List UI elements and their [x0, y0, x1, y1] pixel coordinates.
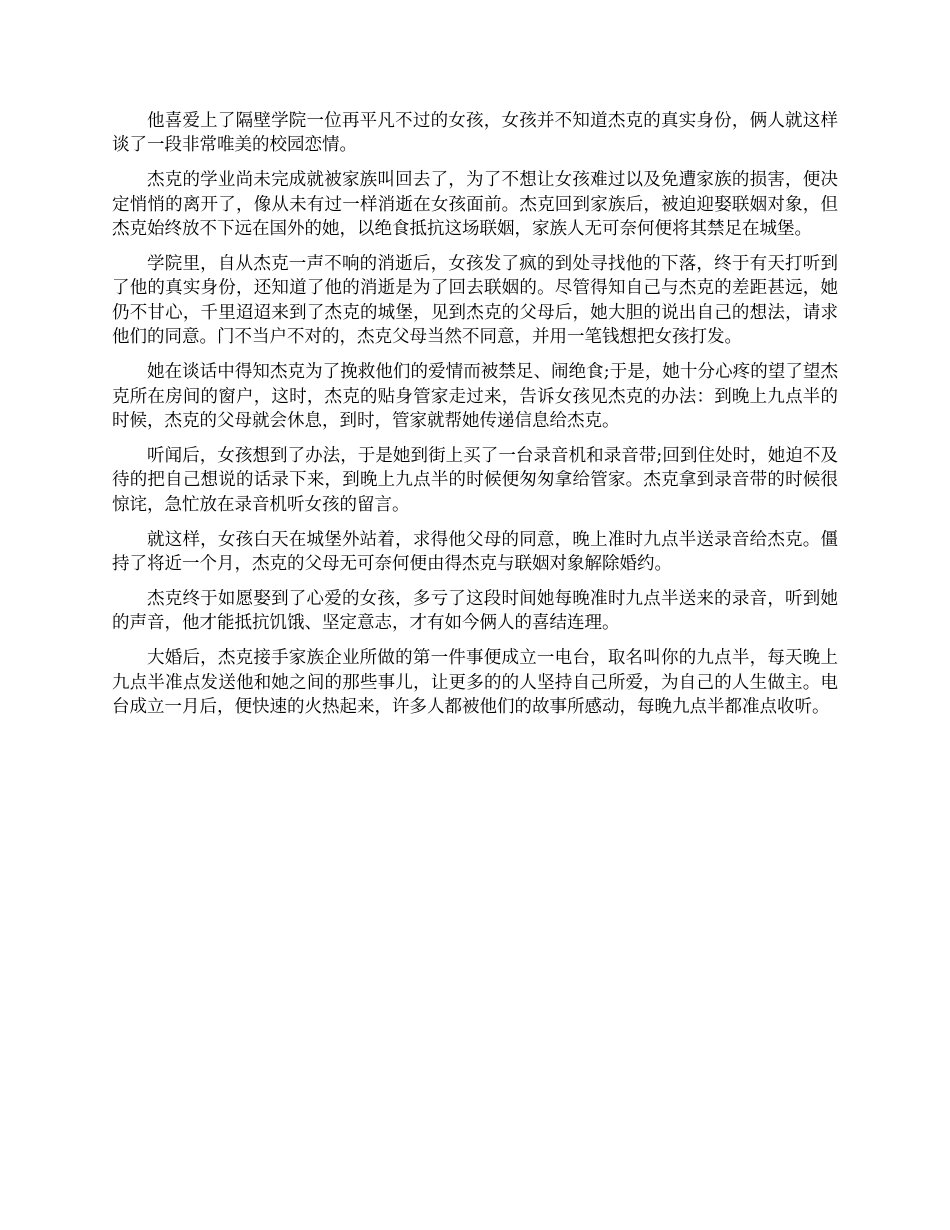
paragraph-3: 学院里，自从杰克一声不响的消逝后，女孩发了疯的到处寻找他的下落，终于有天打听到了他的真实身份，还知道了他的消逝是为了回去联姻的。尽管得知自己与杰克的差距甚远，她仍不甘心，千里迢迢来到了杰克的城堡，见到杰克的父母后，她大胆的说出自己的想法，请求他们的同意。门不当户不对的，杰克父母当然不同意，并用一笔钱想把女孩打发。 [112, 254, 838, 348]
paragraph-8: 大婚后，杰克接手家族企业所做的第一件事便成立一电台，取名叫你的九点半，每天晚上九点半准点发送他和她之间的那些事儿，让更多的的人坚持自己所爱，为自己的人生做主。电台成立一月后，便快速的火热起来，许多人都被他们的故事所感动，每晚九点半都准点收听。 [112, 648, 838, 718]
paragraph-7: 杰克终于如愿娶到了心爱的女孩，多亏了这段时间她每晚准时九点半送来的录音，听到她的声音，他才能抵抗饥饿、坚定意志，才有如今俩人的喜结连理。 [112, 588, 838, 634]
paragraph-2: 杰克的学业尚未完成就被家族叫回去了，为了不想让女孩难过以及免遭家族的损害，便决定悄悄的离开了，像从未有过一样消逝在女孩面前。杰克回到家族后，被迫迎娶联姻对象，但杰克始终放不下远在国外的她，以绝食抵抗这场联姻，家族人无可奈何便将其禁足在城堡。 [112, 170, 838, 240]
document-body [112, 109, 838, 730]
paragraph-5: 听闻后，女孩想到了办法，于是她到街上买了一台录音机和录音带;回到住处时，她迫不及待的把自己想说的话录下来，到晚上九点半的时候便匆匆拿给管家。杰克拿到录音带的时候很惊诧，急忙放在录音机听女孩的留言。 [112, 445, 838, 515]
paragraph-6: 就这样，女孩白天在城堡外站着，求得他父母的同意，晚上准时九点半送录音给杰克。僵持了将近一个月，杰克的父母无可奈何便由得杰克与联姻对象解除婚约。 [112, 529, 838, 574]
paragraph-1: 他喜爱上了隔壁学院一位再平凡不过的女孩，女孩并不知道杰克的真实身份，俩人就这样谈了一段非常唯美的校园恋情。 [112, 111, 838, 156]
paragraph-4: 她在谈话中得知杰克为了挽救他们的爱情而被禁足、闹绝食;于是，她十分心疼的望了望杰克所在房间的窗户，这时，杰克的贴身管家走过来，告诉女孩见杰克的办法：到晚上九点半的时候，杰克的父母就会休息，到时，管家就帮她传递信息给杰克。 [112, 362, 838, 431]
